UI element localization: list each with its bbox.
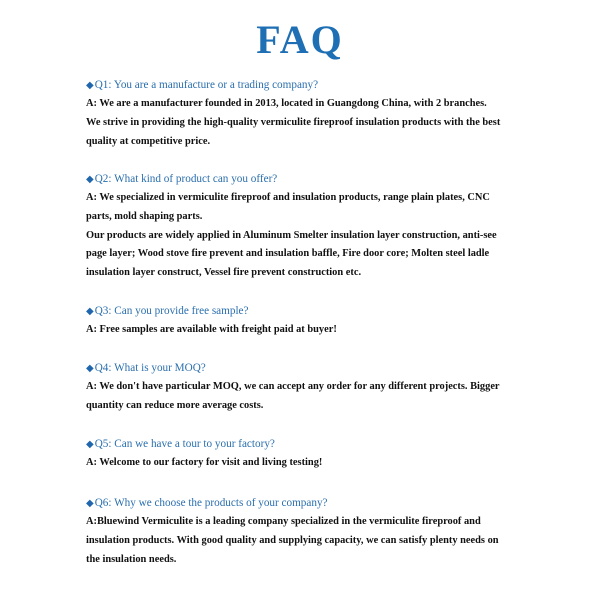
answer-line: A: Welcome to our factory for visit and living testing! (86, 457, 323, 468)
answer-line: A:Bluewind Vermiculite is a leading company specialized in the vermiculite fireproof and (86, 516, 481, 527)
diamond-bullet-icon: ◆ (86, 363, 94, 374)
answer-line: parts, mold shaping parts. (86, 210, 203, 222)
faq-item-1 (86, 76, 526, 151)
faq-answer (86, 189, 526, 283)
page-title: FAQ (256, 17, 344, 62)
faq-question (86, 359, 526, 378)
answer-line: A: We are a manufacturer founded in 2013, located in Guangdong China, with 2 branches. (86, 98, 487, 109)
faq-answer (86, 454, 526, 473)
answer-line: Our products are widely applied in Aluminum Smelter insulation layer construction, anti-see (86, 229, 497, 241)
faq-item-3 (86, 302, 526, 340)
answer-line: insulation products. With good quality and supplying capacity, we can satisfy plenty needs on (86, 534, 499, 546)
faq-question (86, 302, 526, 321)
faq-question (86, 435, 526, 454)
faq-item-5 (86, 435, 526, 473)
question-text: Q6: Why we choose the products of your company? (94, 497, 328, 509)
faq-answer (86, 95, 526, 151)
question-text: Q3: Can you provide free sample? (94, 305, 249, 317)
faq-question (86, 494, 526, 513)
question-text: Q2: What kind of product can you offer? (94, 173, 278, 185)
answer-line: A: We specialized in vermiculite fireproof and insulation products, range plain plates, CNC (86, 192, 490, 203)
faq-question (86, 170, 526, 189)
faq-answer (86, 321, 526, 340)
answer-line: insulation layer construct, Vessel fire prevent construction etc. (86, 267, 362, 279)
answer-line: A: Free samples are available with freight paid at buyer! (86, 324, 337, 335)
diamond-bullet-icon: ◆ (86, 498, 94, 509)
diamond-bullet-icon: ◆ (86, 80, 94, 91)
answer-line: the insulation needs. (86, 553, 177, 565)
faq-question (86, 76, 526, 95)
answer-line: quality at competitive price. (86, 135, 211, 147)
answer-line: A: We don't have particular MOQ, we can accept any order for any different projects. Bigger (86, 381, 500, 392)
question-text: Q1: You are a manufacture or a trading company? (94, 79, 319, 91)
faq-answer (86, 378, 526, 416)
question-text: Q4: What is your MOQ? (94, 362, 206, 374)
faq-item-2 (86, 170, 526, 283)
faq-answer (86, 513, 526, 569)
faq-item-4 (86, 359, 526, 416)
diamond-bullet-icon: ◆ (86, 306, 94, 317)
question-text: Q5: Can we have a tour to your factory? (94, 438, 275, 450)
answer-line: We strive in providing the high-quality vermiculite fireproof insulation products with the best (86, 116, 501, 128)
faq-item-6 (86, 494, 526, 569)
diamond-bullet-icon: ◆ (86, 439, 94, 450)
diamond-bullet-icon: ◆ (86, 174, 94, 185)
answer-line: page layer; Wood stove fire prevent and insulation baffle, Fire door core; Molten steel ladle (86, 248, 490, 260)
answer-line: quantity can reduce more average costs. (86, 399, 264, 411)
